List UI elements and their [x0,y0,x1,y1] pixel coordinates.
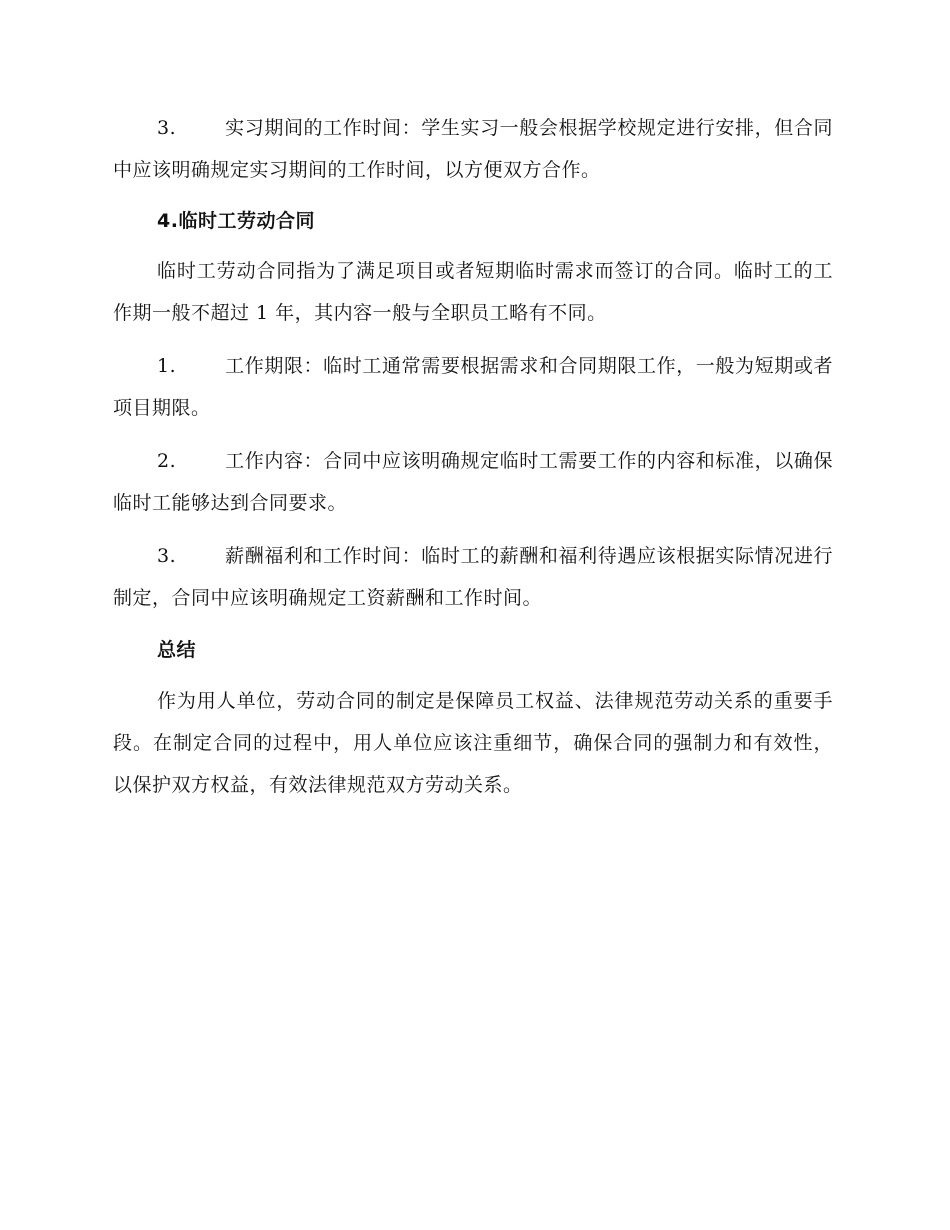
list-item-number: 2. [157,450,177,472]
section-heading-temp-contract: 4.临时工劳动合同 [157,210,315,232]
section-intro-paragraph: 临时工劳动合同指为了满足项目或者短期临时需求而签订的合同。临时工的工作期一般不超过 1 年，其内容一般与全职员工略有不同。 [113,260,833,324]
list-item-pay-and-hours [113,535,833,619]
list-item-number: 1. [157,355,177,377]
list-item-number: 3. [157,545,177,567]
list-item-text: 工作内容：合同中应该明确规定临时工需要工作的内容和标准，以确保临时工能够达到合同要求。 [113,450,833,514]
list-item-term [113,345,833,429]
list-item-work-hours-internship [113,107,833,191]
list-item-text: 薪酬福利和工作时间：临时工的薪酬和福利待遇应该根据实际情况进行制定，合同中应该明确规定工资薪酬和工作时间。 [113,545,833,609]
summary-paragraph: 作为用人单位，劳动合同的制定是保障员工权益、法律规范劳动关系的重要手段。在制定合同的过程中，用人单位应该注重细节，确保合同的强制力和有效性，以保护双方权益，有效法律规范双方劳动关系。 [113,690,833,796]
list-item-number: 3. [157,117,177,139]
list-item-text: 实习期间的工作时间：学生实习一般会根据学校规定进行安排，但合同中应该明确规定实习期间的工作时间，以方便双方合作。 [113,117,833,181]
list-item-content [113,440,833,524]
list-item-text: 工作期限：临时工通常需要根据需求和合同期限工作，一般为短期或者项目期限。 [113,355,833,419]
section-heading-summary: 总结 [157,639,197,661]
